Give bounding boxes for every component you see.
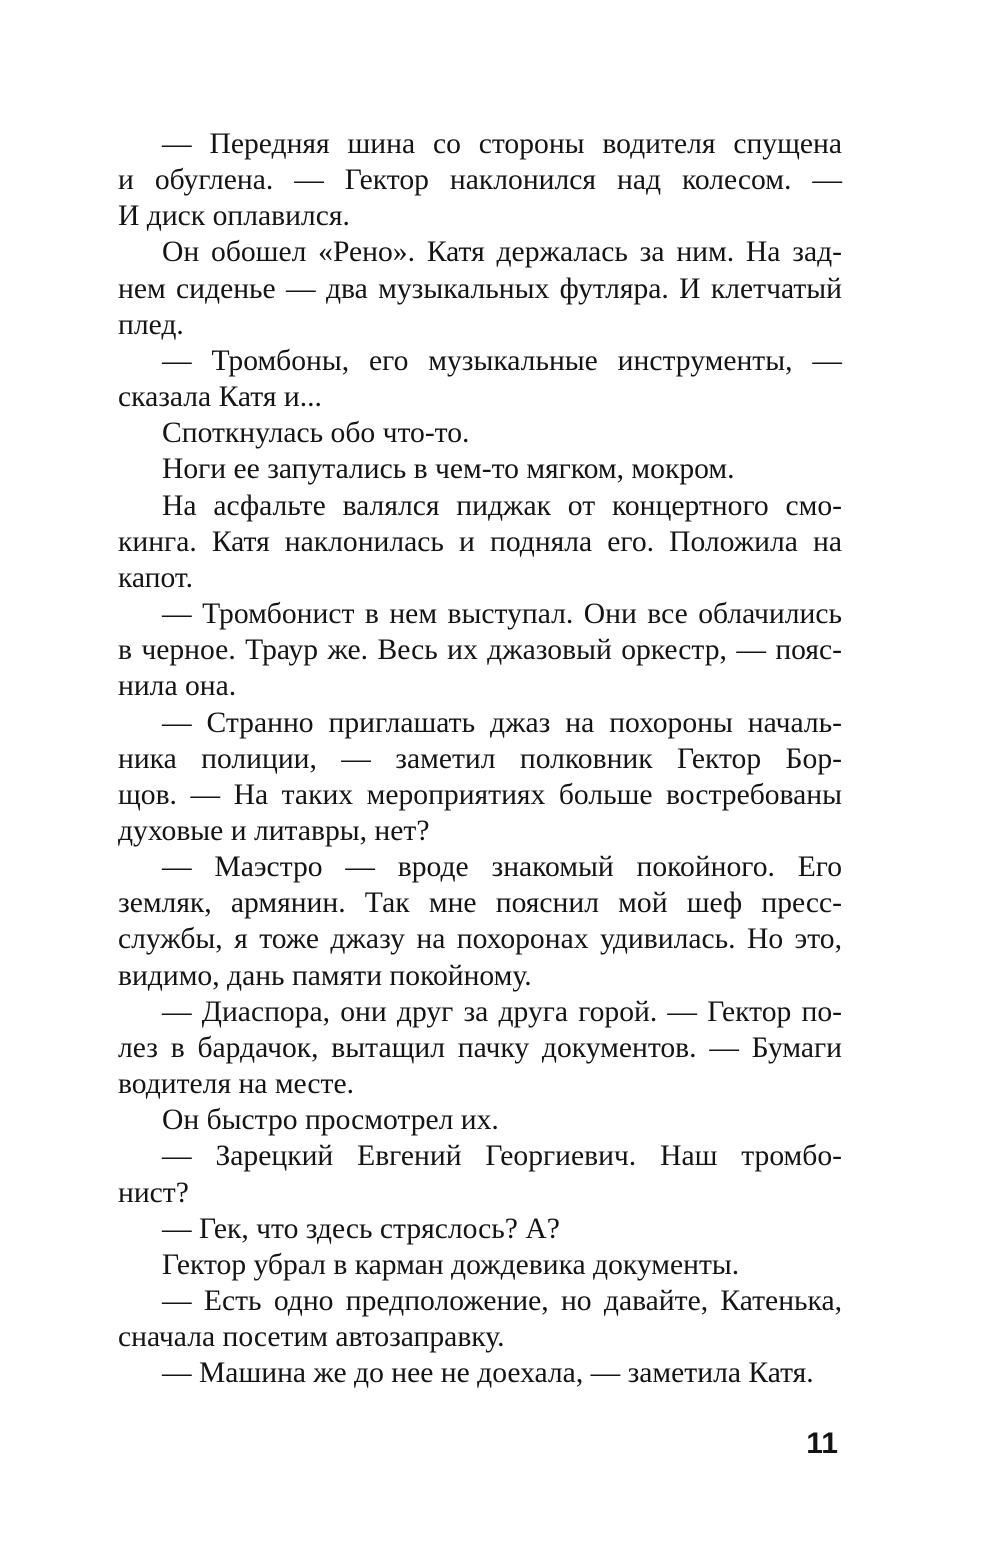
text-line: — Тромбоны, его музыкальные инструменты, — [162, 344, 842, 377]
text-line: Споткнулась обо что-то. [162, 417, 470, 450]
text-line: — Тромбонист в нем выступал. Они все облачились [162, 598, 842, 631]
text-line: видимо, дань памяти покойному. [118, 959, 532, 992]
text-line: сначала посетим автозаправку. [118, 1321, 505, 1354]
text-line: И диск оплавился. [118, 200, 350, 233]
paragraph [118, 1355, 842, 1391]
paragraph [118, 1211, 842, 1247]
text-line: — Есть одно предположение, но давайте, Катенька, [162, 1285, 842, 1317]
text-line: — Гек, что здесь стряслось? А? [162, 1212, 560, 1245]
text-line: Он обошел «Рено». Катя держалась за ним. На зад- [162, 236, 842, 269]
text-line: водителя на месте. [118, 1068, 355, 1101]
text-line: Гектор убрал в карман дождевика документы. [162, 1248, 740, 1281]
text-line: Он быстро просмотрел их. [162, 1104, 499, 1137]
text-line: капот. [118, 561, 194, 594]
text-line: — Странно приглашать джаз на похороны началь- [162, 706, 842, 739]
paragraph [118, 126, 842, 234]
paragraph [118, 415, 842, 451]
text-line: — Зарецкий Евгений Георгиевич. Наш тромбо- [162, 1140, 842, 1173]
text-line: — Машина же до нее не доехала, — заметила Катя. [162, 1357, 814, 1390]
text-line: лез в бардачок, вытащил пачку документов. — Бумаги [118, 1031, 842, 1064]
paragraph [118, 705, 842, 850]
paragraph [118, 1247, 842, 1283]
text-line: — Передняя шина со стороны водителя спущена [162, 128, 842, 160]
page-number: 11 [806, 1427, 838, 1460]
text-line: кинга. Катя наклонилась и подняла его. Положила на [118, 525, 842, 558]
paragraph [118, 849, 842, 994]
text-line: — Маэстро — вроде знакомый покойного. Его [162, 851, 842, 884]
body-text [118, 126, 842, 1391]
text-line: На асфальте валялся пиджак от концертного смо- [162, 489, 842, 522]
text-line: Ноги ее запутались в чем-то мягком, мокром. [162, 453, 735, 486]
text-line: духовые и литавры, нет? [118, 814, 430, 847]
text-line: нем сиденье — два музыкальных футляра. И клетчатый [118, 272, 842, 305]
paragraph [118, 234, 842, 342]
paragraph [118, 488, 842, 596]
text-line: плед. [118, 308, 184, 341]
paragraph [118, 994, 842, 1102]
text-line: земляк, армянин. Так мне пояснил мой шеф пресс- [118, 887, 842, 920]
paragraph [118, 343, 842, 415]
text-line: — Диаспора, они друг за друга горой. — Гектор по- [162, 995, 842, 1028]
text-line: сказала Катя и... [118, 381, 322, 414]
text-line: нист? [118, 1176, 189, 1209]
paragraph [118, 1138, 842, 1210]
text-line: и обуглена. — Гектор наклонился над колесом. — [118, 164, 842, 197]
text-line: нила она. [118, 670, 237, 703]
paragraph [118, 1283, 842, 1355]
paragraph [118, 1102, 842, 1138]
text-line: службы, я тоже джазу на похоронах удивилась. Но это, [118, 923, 842, 956]
text-line: ника полиции, — заметил полковник Гектор Бор- [118, 742, 842, 775]
paragraph [118, 596, 842, 704]
paragraph [118, 451, 842, 487]
text-line: в черное. Траур же. Весь их джазовый оркестр, — пояс- [118, 634, 842, 667]
text-line: щов. — На таких мероприятиях больше востребованы [118, 778, 842, 811]
